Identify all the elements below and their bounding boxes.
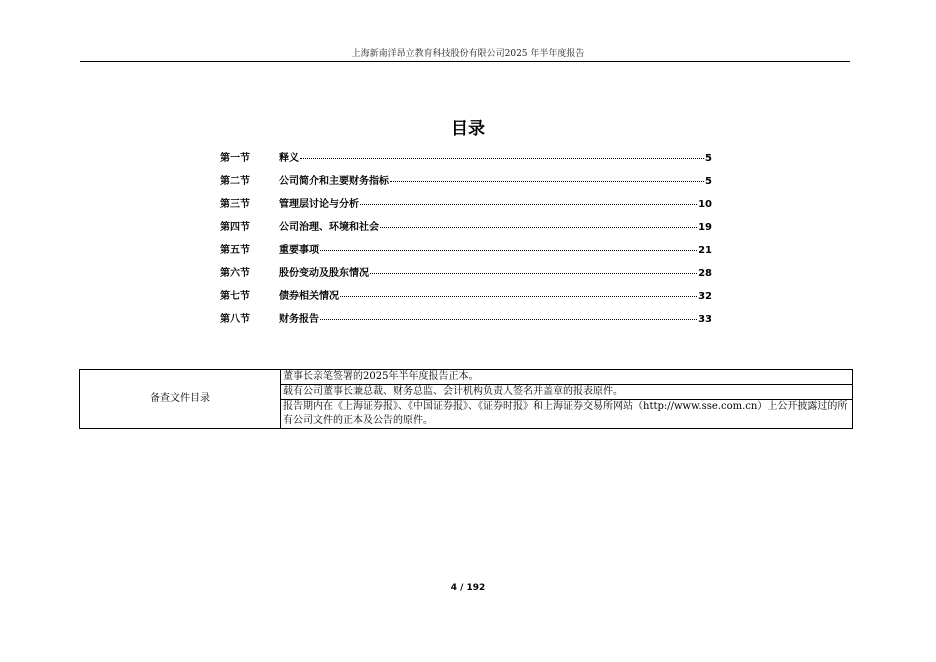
reference-document-item: 报告期内在《上海证券报》、《中国证券报》、《证券时报》和上海证券交易所网站（http://www.sse.com.cn）上公开披露过的所有公司文件的正本及公告的原件。	[281, 400, 853, 429]
table-row	[80, 370, 853, 385]
toc-title: 目录	[451, 119, 485, 139]
reference-document-item: 董事长亲笔签署的2025年半年度报告正本。	[281, 370, 853, 385]
toc-page-number: 5	[705, 176, 712, 187]
toc-leader-dots	[360, 204, 697, 205]
reference-documents-table	[79, 369, 853, 429]
toc-leader-dots	[320, 319, 697, 320]
toc-section-number: 第一节	[220, 153, 250, 164]
toc-section-number: 第四节	[220, 222, 250, 233]
toc-entry[interactable]	[220, 218, 712, 241]
toc-section-number: 第五节	[220, 245, 250, 256]
toc-section-title: 公司简介和主要财务指标	[279, 176, 389, 187]
table-of-contents	[220, 149, 712, 333]
toc-page-number: 33	[698, 314, 712, 325]
toc-entry[interactable]	[220, 195, 712, 218]
page-indicator: 4 / 192	[450, 583, 486, 593]
toc-leader-dots	[380, 227, 697, 228]
toc-leader-dots	[390, 181, 704, 182]
toc-section-title: 股份变动及股东情况	[279, 268, 369, 279]
toc-entry[interactable]	[220, 264, 712, 287]
toc-entry[interactable]	[220, 287, 712, 310]
toc-entry[interactable]	[220, 310, 712, 333]
reference-documents-label: 备查文件目录	[80, 370, 281, 429]
header-divider	[80, 61, 850, 62]
toc-section-number: 第七节	[220, 291, 250, 302]
toc-section-number: 第二节	[220, 176, 250, 187]
toc-entry[interactable]	[220, 149, 712, 172]
toc-entry[interactable]	[220, 241, 712, 264]
toc-section-title: 管理层讨论与分析	[279, 199, 359, 210]
toc-section-title: 重要事项	[279, 245, 319, 256]
running-header: 上海新南洋昂立教育科技股份有限公司2025 年半年度报告	[351, 49, 585, 59]
toc-entry[interactable]	[220, 172, 712, 195]
toc-section-title: 财务报告	[279, 314, 319, 325]
toc-section-number: 第六节	[220, 268, 250, 279]
toc-leader-dots	[370, 273, 697, 274]
toc-page-number: 32	[698, 291, 712, 302]
toc-leader-dots	[300, 158, 704, 159]
toc-section-number: 第八节	[220, 314, 250, 325]
toc-page-number: 28	[698, 268, 712, 279]
toc-page-number: 5	[705, 153, 712, 164]
toc-section-title: 公司治理、环境和社会	[279, 222, 379, 233]
toc-leader-dots	[320, 250, 697, 251]
reference-document-item: 载有公司董事长兼总裁、财务总监、会计机构负责人签名并盖章的报表原件。	[281, 385, 853, 400]
toc-page-number: 19	[698, 222, 712, 233]
toc-page-number: 10	[698, 199, 712, 210]
toc-section-title: 释义	[279, 153, 299, 164]
toc-section-title: 债券相关情况	[279, 291, 339, 302]
toc-section-number: 第三节	[220, 199, 250, 210]
toc-leader-dots	[340, 296, 697, 297]
toc-page-number: 21	[698, 245, 712, 256]
